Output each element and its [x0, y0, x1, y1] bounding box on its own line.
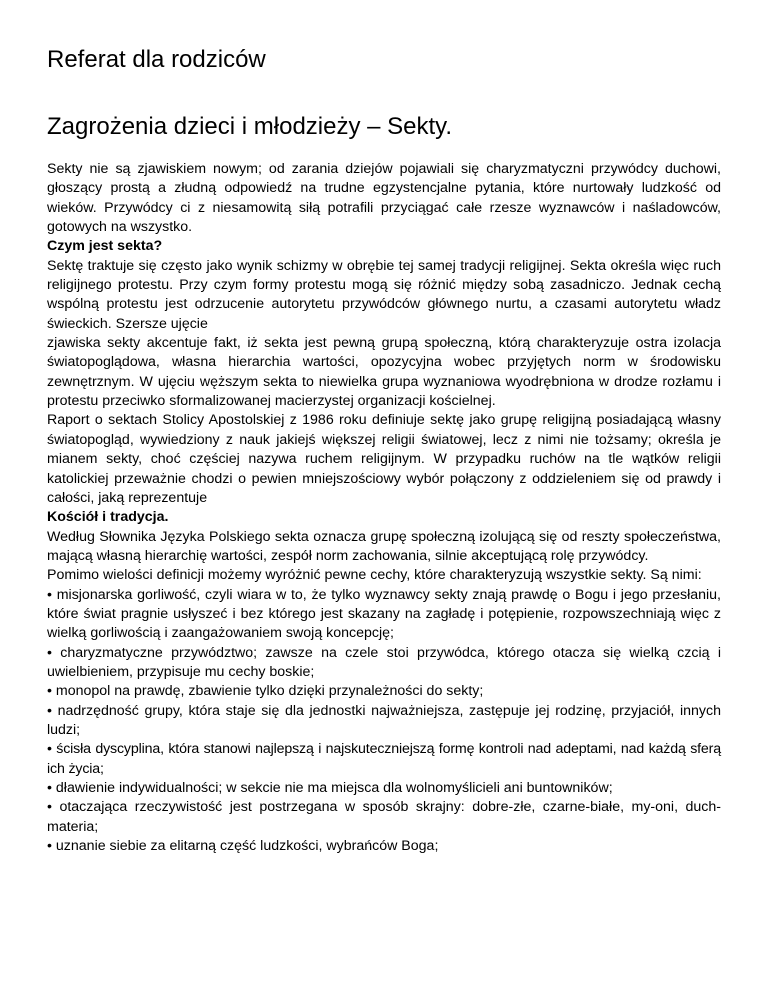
bullet-item: • dławienie indywidualności; w sekcie nie ma miejsca dla wolnomyślicieli ani buntowników; — [47, 780, 613, 796]
bullet-item: • charyzmatyczne przywództwo; zawsze na czele stoi przywódca, którego otacza się wielką czcią i uwielbieniem, przypisuje mu cechy boskie; — [47, 644, 721, 680]
dictionary-paragraph: Według Słownika Języka Polskiego sekta oznacza grupę społeczną izolującą się od reszty społeczeństwa, mającą własną hierarchię wartości, zespół norm zachowania, silnie akceptującą rolę przywódcy. — [47, 528, 721, 564]
heading-church-tradition: Kościół i tradycja. — [47, 509, 169, 526]
schism-paragraph: Sektę traktuje się często jako wynik schizmy w obrębie tej samej tradycji religijnej. Sekta określa więc ruch religijnego protestu. Przy czym formy protestu mogą się różnić między sobą zasadniczo. Jednak cechą wspólną protestu jest odrzucenie autorytetu przywódców głównego nurtu, a czasami autorytetu władz świeckich. Szersze ujęcie — [47, 257, 721, 332]
bullet-item: • nadrzędność grupy, która staje się dla jednostki najważniejsza, zastępuje jej rodzinę, przyjaciół, innych ludzi; — [47, 702, 721, 738]
bullet-item: • otaczająca rzeczywistość jest postrzegana w sposób skrajny: dobre-złe, czarne-białe, my-oni, duch-materia; — [47, 799, 721, 835]
broader-definition-paragraph: zjawiska sekty akcentuje fakt, iż sekta jest pewną grupą społeczną, którą charakteryzuje ostra izolacja światopoglądowa, własna hierarchia wartości, opozycyjna wobec przyjętych norm w środowisku zewnętrznym. W ujęciu węższym sekta to niewielka grupa wyznaniowa wyodrębniona w drodze rozłamu i protestu przeciwko sformalizowanej macierzystej organizacji kościelnej. — [47, 335, 721, 410]
report-paragraph: Raport o sektach Stolicy Apostolskiej z 1986 roku definiuje sektę jako grupę religijną posiadającą własny światopogląd, wywiedziony z nauk jakiejś większej religii światowej, lecz z nimi nie tożsamy; określa je mianem sekty, choć częściej nazywa ruchem religijnym. W przypadku ruchów na tle wątków religii katolickiej przeważnie chodzi o pewien mniejszościowy wybór połączony z oddzieleniem się od prawdy i całości, jaką reprezentuje — [47, 412, 721, 506]
features-paragraph: Pomimo wielości definicji możemy wyróżnić pewne cechy, które charakteryzują wszystkie sekty. Są nimi: — [47, 567, 702, 584]
bullet-item: • uznanie siebie za elitarną część ludzkości, wybrańców Boga; — [47, 838, 439, 855]
document-body — [47, 160, 721, 856]
bullet-item: • monopol na prawdę, zbawienie tylko dzięki przynależności do sekty; — [47, 683, 484, 700]
document-subtitle: Zagrożenia dzieci i młodzieży – Sekty. — [47, 113, 453, 140]
intro-paragraph: Sekty nie są zjawiskiem nowym; od zarania dziejów pojawiali się charyzmatyczni przywódcy duchowi, głoszący prostą a złudną odpowiedź na trudne egzystencjalne pytania, które nurtowały ludzkość od wieków. Przywódcy ci z niesamowitą siłą potrafili przyciągać całe rzesze wyznawców i naśladowców, gotowych na wszystko. — [47, 161, 721, 236]
document-title: Referat dla rodziców — [47, 46, 266, 73]
bullet-item: • misjonarska gorliwość, czyli wiara w to, że tylko wyznawcy sekty znają prawdę o Bogu i jego przesłaniu, które świat pragnie usłyszeć i bez którego jest skazany na zagładę i potępienie, rozpowszechniają więc z wielką gorliwością i zaangażowaniem swoją koncepcję; — [47, 586, 721, 642]
heading-what-is-sect: Czym jest sekta? — [47, 238, 163, 255]
bullet-item: • ścisła dyscyplina, która stanowi najlepszą i najskuteczniejszą formę kontroli nad adeptami, nad każdą sferą ich życia; — [47, 741, 721, 777]
